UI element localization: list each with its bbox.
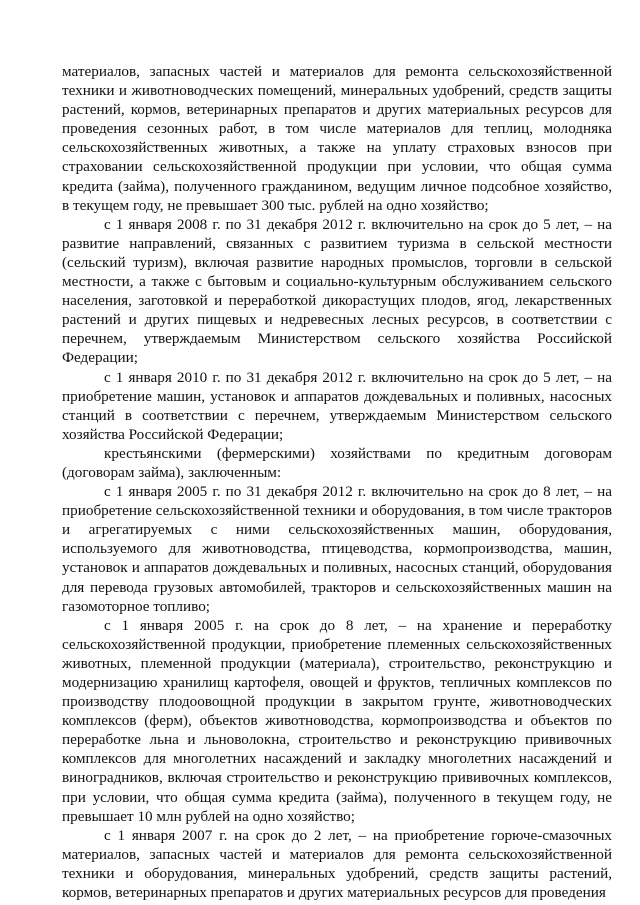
document-page xyxy=(62,62,612,902)
paragraph-farm-equipment: с 1 января 2005 г. по 31 декабря 2012 г. включительно на срок до 8 лет, – на приобретение сельскохозяйственной техники и оборудования, в том числе тракторов и агрегатируемых с ними сельскохозяйственных машин, оборудования, используемого для животноводства, птицеводства, кормопроизводства, машин, установок и аппаратов дождевальных и поливных, насосных станций, оборудования для перевода грузовых автомобилей, тракторов и сельскохозяйственных машин на газомоторное топливо; xyxy=(62,483,612,615)
paragraph-fuel-materials: с 1 января 2007 г. на срок до 2 лет, – на приобретение горюче-смазочных материалов, запасных частей и материалов для ремонта сельскохозяйственной техники и оборудования, минеральных удобрений, средств защиты растений, кормов, ветеринарных препаратов и других материальных ресурсов для проведения xyxy=(62,826,612,902)
paragraph-rural-tourism: с 1 января 2008 г. по 31 декабря 2012 г. включительно на срок до 5 лет, – на развитие направлений, связанных с развитием туризма в сельской местности (сельский туризм), включая развитие народных промыслов, торговли в сельской местности, а также с бытовым и социально-культурным обслуживанием сельского населения, заготовкой и переработкой дикорастущих плодов, ягод, лекарственных растений и других пищевых и недревесных лесных ресурсов, в соответствии с перечнем, утверждаемым Министерством сельского хозяйства Российской Федерации; xyxy=(62,215,612,367)
paragraph-farm-households-intro: крестьянскими (фермерскими) хозяйствами по кредитным договорам (договорам займа), заключенным: xyxy=(62,444,612,481)
paragraph-storage-processing: с 1 января 2005 г. на срок до 8 лет, – на хранение и переработку сельскохозяйственной продукции, приобретение племенных сельскохозяйственных животных, племенной продукции (материала), строительство, реконструкцию и модернизацию хранилищ картофеля, овощей и фруктов, тепличных комплексов по производству плодоовощной продукции в закрытом грунте, животноводческих комплексов (ферм), объектов животноводства, кормопроизводства и объектов по переработке льна и льноволокна, строительство и реконструкцию прививочных комплексов для многолетних насаждений и закладку многолетних насаждений и виноградников, включая строительство и реконструкцию прививочных комплексов, при условии, что общая сумма кредита (займа), полученного в текущем году, не превышает 10 млн рублей на одно хозяйство; xyxy=(62,616,612,825)
paragraph-irrigation-machines: с 1 января 2010 г. по 31 декабря 2012 г. включительно на срок до 5 лет, – на приобретение машин, установок и аппаратов дождевальных и поливных, насосных станций в соответствии с перечнем, утверждаемым Министерством сельского хозяйства Российской Федерации; xyxy=(62,368,612,443)
paragraph-continuation: материалов, запасных частей и материалов для ремонта сельскохозяйственной техники и животноводческих помещений, минеральных удобрений, средств защиты растений, кормов, ветеринарных препаратов и других материальных ресурсов для проведения сезонных работ, в том числе материалов для теплиц, молодняка сельскохозяйственных животных, а также на уплату страховых взносов при страховании сельскохозяйственной продукции при условии, что общая сумма кредита (займа), полученного гражданином, ведущим личное подсобное хозяйство, в текущем году, не превышает 300 тыс. рублей на одно хозяйство; xyxy=(62,63,612,214)
